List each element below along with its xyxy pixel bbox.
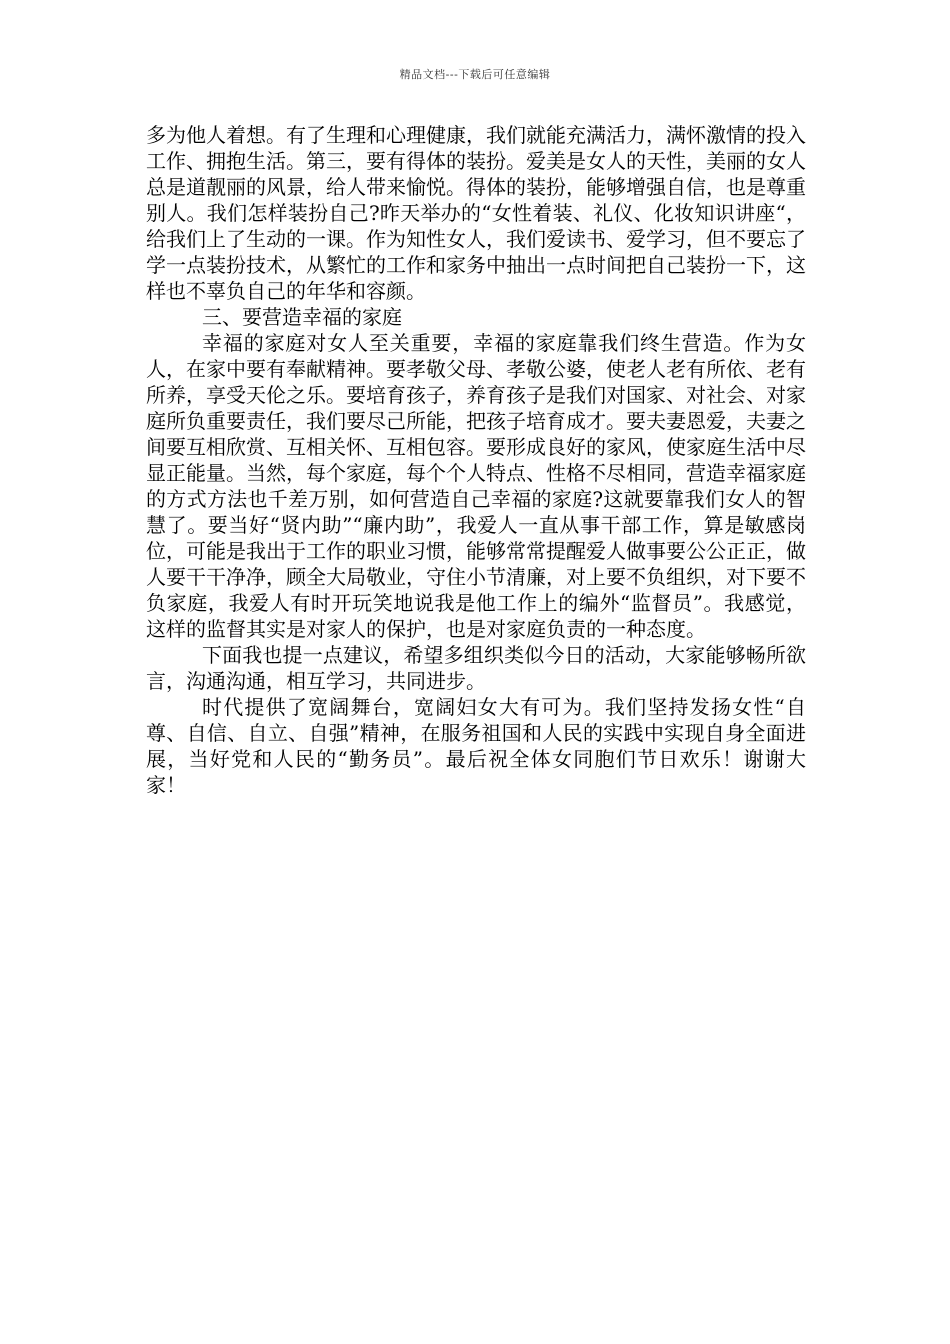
section-heading: 三、要营造幸福的家庭 (202, 305, 402, 329)
paragraph-suggestion: 下面我也提一点建议，希望多组织类似今日的活动，大家能够畅所欲言，沟通沟通，相互学习，共同进步。 (146, 643, 806, 693)
document-body (146, 122, 806, 798)
paragraph-family: 幸福的家庭对女人至关重要，幸福的家庭靠我们终生营造。作为女人，在家中要有奉献精神。要孝敬父母、孝敬公婆，使老人老有所依、老有所养，享受天伦之乐。要培育孩子，养育孩子是我们对国家、对社会、对家庭所负重要责任，我们要尽己所能，把孩子培育成才。要夫妻恩爱，夫妻之间要互相欣赏、互相关怀、互相包容。要形成良好的家风，使家庭生活中尽显正能量。当然，每个家庭，每个个人特点、性格不尽相同，营造幸福家庭的方式方法也千差万别，如何营造自己幸福的家庭?这就要靠我们女人的智慧了。要当好“贤内助”“廉内助”，我爱人一直从事干部工作，算是敏感岗位，可能是我出于工作的职业习惯，能够常常提醒爱人做事要公公正正，做人要干干净净，顾全大局敬业，守住小节清廉，对上要不负组织，对下要不负家庭，我爱人有时开玩笑地说我是他工作上的编外“监督员”。我感觉，这样的监督其实是对家人的保护，也是对家庭负责的一种态度。 (146, 331, 806, 641)
paragraph-closing: 时代提供了宽阔舞台，宽阔妇女大有可为。我们坚持发扬女性“自尊、自信、自立、自强”精神，在服务祖国和人民的实践中实现自身全面进展，当好党和人民的“勤务员”。最后祝全体女同胞们节日欢乐！谢谢大家！ (146, 695, 806, 797)
page-header: 精品文档---下载后可任意编辑 (399, 68, 551, 81)
paragraph-continued: 多为他人着想。有了生理和心理健康，我们就能充满活力，满怀激情的投入工作、拥抱生活。第三，要有得体的装扮。爱美是女人的天性，美丽的女人总是道靓丽的风景，给人带来愉悦。得体的装扮，能够增强自信，也是尊重别人。我们怎样装扮自己?昨天举办的“女性着装、礼仪、化妆知识讲座“，给我们上了生动的一课。作为知性女人，我们爱读书、爱学习，但不要忘了学一点装扮技术，从繁忙的工作和家务中抽出一点时间把自己装扮一下，这样也不辜负自己的年华和容颜。 (146, 123, 806, 303)
